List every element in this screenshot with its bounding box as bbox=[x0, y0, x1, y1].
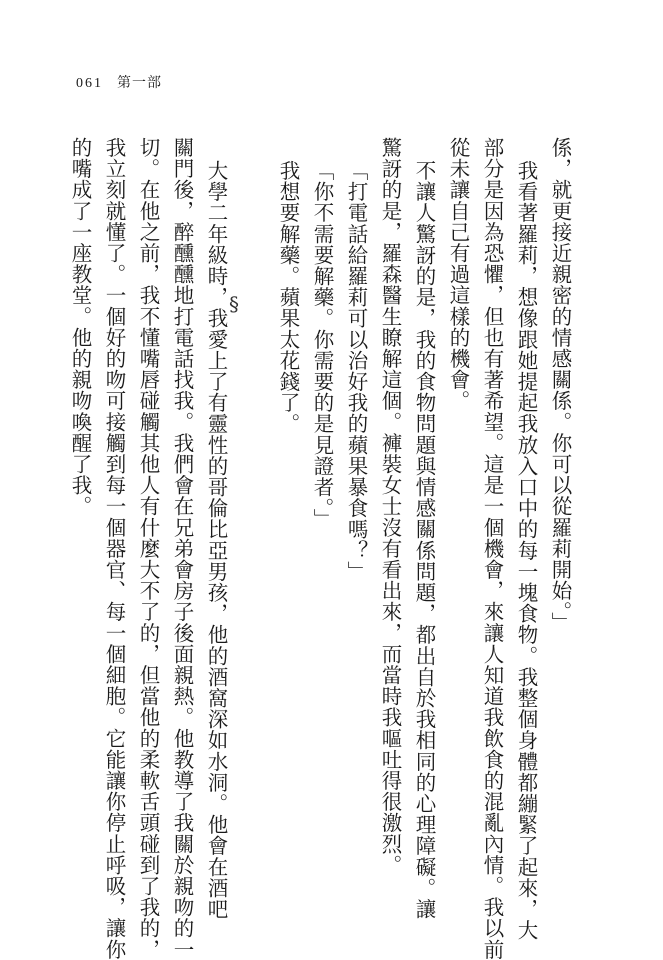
text-column: 係，就更接近親密的情感關係。你可以從羅莉開始。」 bbox=[548, 137, 572, 634]
text-column: 大學二年級時，我愛上了有靈性的哥倫比亞男孩，他的酒窩深如水洞。他會在酒吧 bbox=[204, 160, 228, 920]
text-column: 從未讓自己有過這樣的機會。 bbox=[446, 137, 470, 412]
text-column: 我想要解藥。蘋果太花錢了。 bbox=[276, 160, 300, 435]
text-column: 「打電話給羅莉可以治好我的蘋果暴食嗎？」 bbox=[344, 160, 368, 582]
text-column: 「你不需要解藥。你需要的是見證者。」 bbox=[310, 160, 334, 530]
section-break-mark: § bbox=[229, 292, 239, 316]
text-column: 切。在他之前，我不懂嘴唇碰觸其他人有什麼大不了的，但當他的柔軟舌頭碰到了我的， bbox=[136, 137, 160, 960]
running-header bbox=[76, 72, 162, 92]
text-column: 關門後，醉醺醺地打電話找我。我們會在兄弟會房子後面親熱。他教導了我關於親吻的一 bbox=[170, 137, 194, 960]
text-column: 我立刻就懂了。一個好的吻可接觸到每一個器官、每一個細胞。它能讓你停止呼吸，讓你 bbox=[102, 137, 126, 960]
page-number: 061 bbox=[76, 76, 103, 91]
section-title: 第一部 bbox=[117, 75, 162, 91]
text-column: 的嘴成了一座教堂。他的親吻喚醒了我。 bbox=[68, 137, 92, 517]
text-column: 我看著羅莉，想像跟她提起我放入口中的每一塊食物。我整個身體都繃緊了起來，大 bbox=[514, 160, 538, 941]
text-column: 驚訝的是，羅森醫生瞭解這個。褲裝女士沒有看出來，而當時我嘔吐得很激烈。 bbox=[378, 137, 402, 876]
text-column: 不讓人驚訝的是，我的食物問題與情感關係問題，都出自於我相同的心理障礙。讓 bbox=[412, 160, 436, 920]
text-column: 部分是因為恐懼，但也有著希望。這是一個機會，來讓人知道我飲食的混亂內情。我以前 bbox=[480, 137, 504, 960]
